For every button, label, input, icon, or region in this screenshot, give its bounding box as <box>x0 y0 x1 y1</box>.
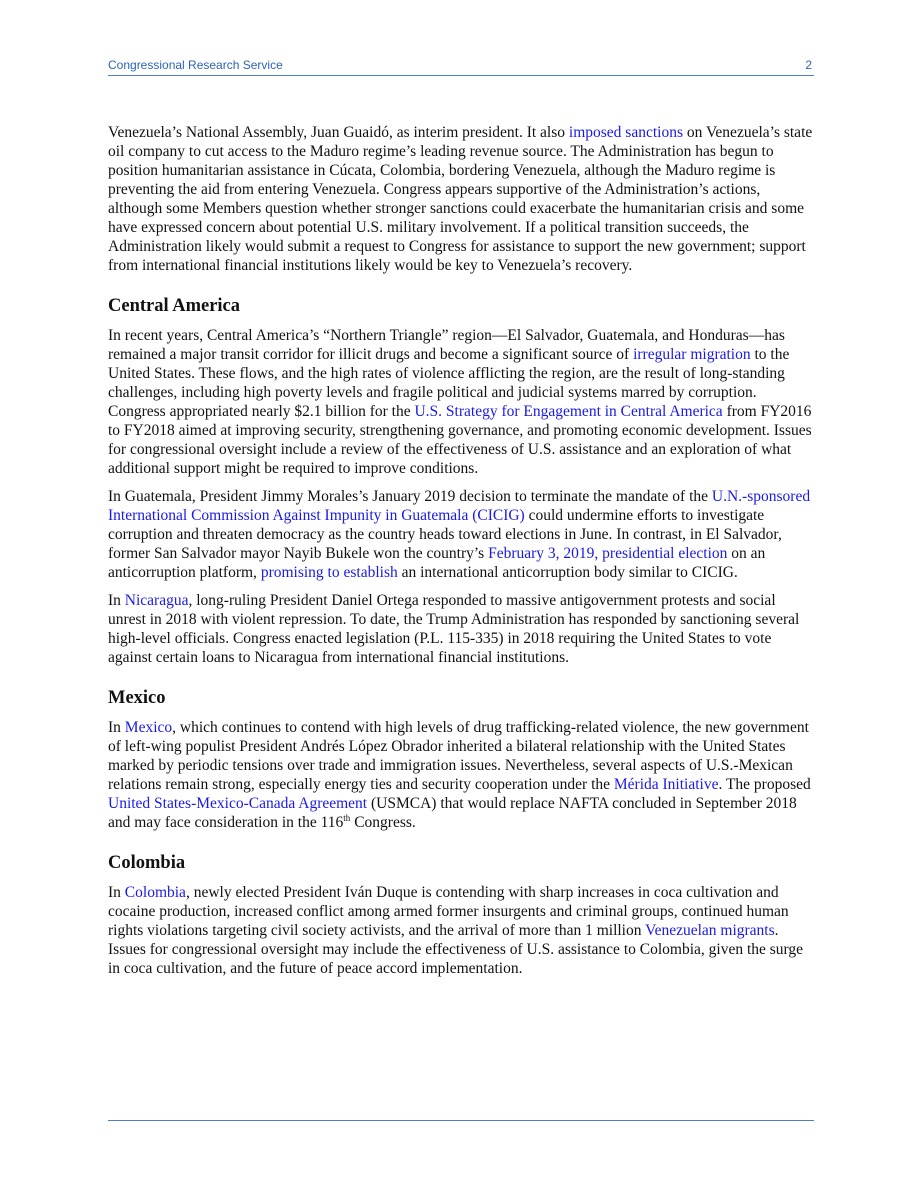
paragraph-mexico <box>108 718 814 832</box>
heading-colombia: Colombia <box>108 853 186 873</box>
document-body <box>108 123 814 987</box>
text: In <box>108 719 125 736</box>
text: In recent years, Central America’s “Northern Triangle” region—El Salvador, Guatemala, and Honduras—has remained a major transit corridor for illicit drugs and become a significant source of <box>108 327 785 363</box>
link-presidential-election[interactable]: February 3, 2019, presidential election <box>488 545 728 562</box>
link-usmca[interactable]: United States-Mexico-Canada Agreement <box>108 795 368 812</box>
footer-divider <box>108 1120 814 1121</box>
text: In <box>108 884 125 901</box>
text: could undermine efforts to investigate corruption and threaten democracy as the country heads toward elections in June. In contrast, in El Salvador, former San Salvador mayor Nayib Bukele won the country’s <box>108 507 782 562</box>
link-colombia[interactable]: Colombia <box>124 884 186 901</box>
text: (USMCA) that would replace NAFTA concluded in September 2018 and may face consideration in the 116 <box>108 795 797 831</box>
link-venezuelan-migrants[interactable]: Venezuelan migrants <box>645 922 775 939</box>
text: . Issues for congressional oversight may include the effectiveness of U.S. assistance to Colombia, given the surge in coca cultivation, and the future of peace accord implementation. <box>108 922 804 977</box>
page-header <box>108 58 814 76</box>
text: Venezuela’s National Assembly, Juan Guaidó, as interim president. It also <box>108 124 569 141</box>
text: , newly elected President Iván Duque is contending with sharp increases in coca cultivation and cocaine production, increased conflict among armed former insurgents and criminal groups, continued human rights violations targeting civil society activists, and the arrival of more than 1 million <box>108 884 789 939</box>
text: from FY2016 to FY2018 aimed at improving security, strengthening governance, and promoting economic development. Issues for congressional oversight include a review of the effectiveness of U.S. assistance and an exploration of what additional support might be required to improve conditions. <box>108 403 812 477</box>
ordinal-suffix: th <box>343 812 351 823</box>
link-nicaragua[interactable]: Nicaragua <box>124 592 189 609</box>
paragraph-venezuela <box>108 123 814 275</box>
link-irregular-migration[interactable]: irregular migration <box>633 346 751 363</box>
publisher-name: Congressional Research Service <box>108 58 283 72</box>
page-number: 2 <box>805 58 812 72</box>
text: In <box>108 592 125 609</box>
link-merida-initiative[interactable]: Mérida Initiative <box>613 776 719 793</box>
text: on an anticorruption platform, <box>108 545 766 581</box>
link-mexico[interactable]: Mexico <box>124 719 173 736</box>
text: , long-ruling President Daniel Ortega responded to massive antigovernment protests and social unrest in 2018 with violent repression. To date, the Trump Administration has responded by sanctioning several high-level officials. Congress enacted legislation (P.L. 115-335) in 2018 requiring the United States to vote against certain loans to Nicaragua from international financial institutions. <box>108 592 800 666</box>
paragraph-guatemala <box>108 487 814 582</box>
paragraph-colombia <box>108 883 814 978</box>
text: , which continues to contend with high levels of drug trafficking-related violence, the new government of left-wing populist President Andrés López Obrador inherited a bilateral relationship with the United States marked by periodic tensions over trade and immigration issues. Nevertheless, several aspects of U.S.-Mexican relations remain strong, especially energy ties and security cooperation under the <box>108 719 809 793</box>
link-imposed-sanctions[interactable]: imposed sanctions <box>568 124 683 141</box>
text: In Guatemala, President Jimmy Morales’s January 2019 decision to terminate the mandate of the <box>108 488 712 505</box>
heading-central-america: Central America <box>108 296 241 316</box>
text: . The proposed <box>718 776 811 793</box>
link-us-strategy-central-america[interactable]: U.S. Strategy for Engagement in Central America <box>414 403 723 420</box>
link-cicig[interactable]: U.N.-sponsored International Commission Against Impunity in Guatemala (CICIG) <box>108 488 811 524</box>
heading-mexico: Mexico <box>108 688 166 708</box>
text: to the United States. These flows, and the high rates of violence afflicting the region, are the result of long-standing challenges, including high poverty levels and fragile political and judicial systems marred by corruption. Congress appropriated nearly $2.1 billion for the <box>108 346 790 420</box>
link-promising-to-establish[interactable]: promising to establish <box>260 564 398 581</box>
text: Congress. <box>350 814 416 831</box>
paragraph-nicaragua <box>108 591 814 667</box>
paragraph-northern-triangle <box>108 326 814 478</box>
text: on Venezuela’s state oil company to cut access to the Maduro regime’s leading revenue source. The Administration has begun to position humanitarian assistance in Cúcata, Colombia, bordering Venezuela, although the Maduro regime is preventing the aid from entering Venezuela. Congress appears supportive of the Administration’s actions, although some Members question whether stronger sanctions could exacerbate the humanitarian crisis and some have expressed concern about potential U.S. military involvement. If a political transition succeeds, the Administration likely would submit a request to Congress for assistance to support the new government; support from international financial institutions likely would be key to Venezuela’s recovery. <box>108 124 813 274</box>
text: an international anticorruption body similar to CICIG. <box>397 564 738 581</box>
